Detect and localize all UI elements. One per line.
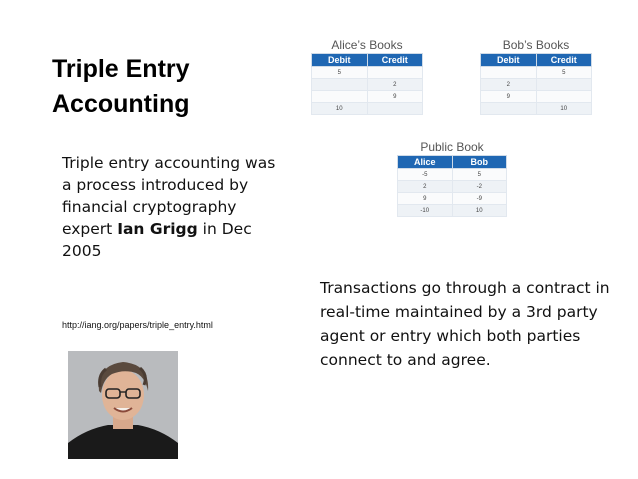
slide-title-line-1: Triple Entry <box>52 55 190 83</box>
column-header-debit: Debit <box>312 54 368 67</box>
table-cell: -10 <box>398 205 453 217</box>
column-header-credit: Credit <box>367 54 423 67</box>
column-header-bob: Bob <box>452 156 507 169</box>
table-cell: -5 <box>398 169 453 181</box>
table-cell <box>367 67 423 79</box>
table-row <box>398 181 507 193</box>
public-book-table <box>397 155 507 217</box>
table-cell <box>481 103 537 115</box>
table-row <box>398 193 507 205</box>
reference-url[interactable]: http://iang.org/papers/triple_entry.html <box>62 320 213 330</box>
table-row <box>398 169 507 181</box>
table-row <box>481 103 592 115</box>
bob-books-title: Bob’s Books <box>502 38 570 52</box>
table-cell <box>312 79 368 91</box>
table-cell <box>536 91 592 103</box>
table-row <box>398 205 507 217</box>
table-cell <box>367 103 423 115</box>
column-header-credit: Credit <box>536 54 592 67</box>
table-row <box>481 91 592 103</box>
table-cell: 10 <box>536 103 592 115</box>
table-cell: 5 <box>536 67 592 79</box>
slide-title-line-2: Accounting <box>52 90 190 118</box>
table-row <box>312 91 423 103</box>
table-cell <box>312 91 368 103</box>
author-photo <box>68 351 178 459</box>
bob-books-ledger <box>480 38 592 115</box>
table-cell: 2 <box>367 79 423 91</box>
table-row <box>312 79 423 91</box>
bob-books-table <box>480 53 592 115</box>
description-intro: Triple entry accounting was a process introduced by financial cryptography expert <box>62 154 276 238</box>
table-cell: 10 <box>452 205 507 217</box>
table-row <box>481 79 592 91</box>
description-date: in Dec 2005 <box>62 220 252 260</box>
column-header-debit: Debit <box>481 54 537 67</box>
table-cell <box>536 79 592 91</box>
public-book-ledger <box>397 140 507 217</box>
description-text <box>62 152 277 262</box>
table-cell: 9 <box>398 193 453 205</box>
table-cell: 5 <box>312 67 368 79</box>
table-cell: -9 <box>452 193 507 205</box>
table-row <box>481 67 592 79</box>
table-row <box>312 103 423 115</box>
portrait-image <box>68 351 178 459</box>
alice-books-table <box>311 53 423 115</box>
table-cell <box>481 67 537 79</box>
table-cell: 9 <box>367 91 423 103</box>
public-book-title: Public Book <box>420 140 484 154</box>
alice-books-title: Alice’s Books <box>331 38 403 52</box>
table-row <box>312 67 423 79</box>
table-cell: 2 <box>398 181 453 193</box>
table-cell: 9 <box>481 91 537 103</box>
table-cell: 5 <box>452 169 507 181</box>
table-cell: 10 <box>312 103 368 115</box>
contract-description: Transactions go through a contract in real-time maintained by a 3rd party agent or entry which both parties connect to and agree. <box>320 279 610 369</box>
column-header-alice: Alice <box>398 156 453 169</box>
alice-books-ledger <box>311 38 423 115</box>
slide-title <box>52 52 282 122</box>
table-cell: -2 <box>452 181 507 193</box>
author-name: Ian Grigg <box>117 220 198 238</box>
table-cell: 2 <box>481 79 537 91</box>
